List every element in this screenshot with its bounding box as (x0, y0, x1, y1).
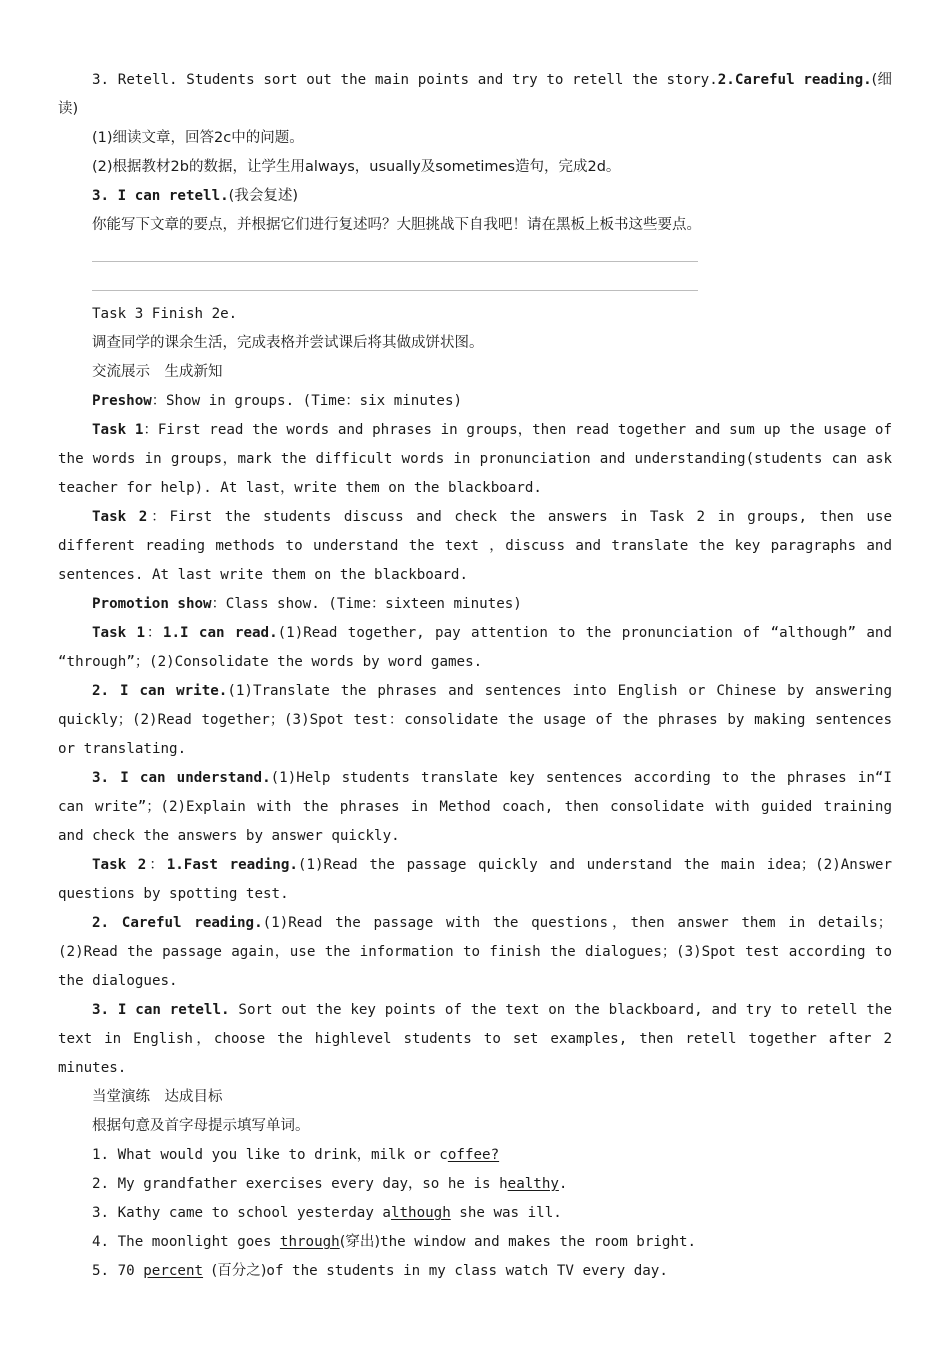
exercise-instructions: 根据句意及首字母提示填写单词。 (92, 1118, 310, 1134)
promotion-task-2: Task 2：1.Fast reading.(1)Read the passage quickly and understand the main idea；(2)Answer questions by spotting test. (58, 857, 892, 902)
section-heading-exchange: 交流展示 生成新知 (92, 364, 223, 380)
preshow: Preshow：Show in groups. (Time：six minutes) (92, 393, 463, 409)
exercise-4: 4. The moonlight goes through(穿出)the window and makes the room bright. (92, 1234, 697, 1250)
exercise-5: 5. 70 percent (百分之)of the students in my class watch TV every day. (92, 1263, 668, 1279)
paragraph-2: (1)细读文章，回答2c中的问题。 (92, 130, 304, 146)
paragraph-7: 调查同学的课余生活，完成表格并尝试课后将其做成饼状图。 (92, 335, 484, 351)
task-3-heading: Task 3 Finish 2e. (92, 306, 238, 322)
i-can-retell: 3. I can retell. Sort out the key points of the text on the blackboard, and try to retell the text in English，choose the highlevel students to set examples, then retell together after 2 minutes. (58, 1002, 893, 1076)
paragraph-1: 3. Retell. Students sort out the main points and try to retell the story.2.Careful reading.(细读) (58, 72, 892, 117)
i-can-write: 2. I can write.(1)Translate the phrases and sentences into English or Chinese by answering quickly；(2)Read together；(3)Spot test：consolidate the usage of the phrases by making sentences or translating. (58, 683, 893, 757)
document-page (58, 66, 892, 1286)
preshow-task-2: Task 2：First the students discuss and check the answers in Task 2 in groups, then use different reading methods to understand the text ，discuss and translate the key paragraphs and sentences. At last write them on the blackboard. (58, 509, 893, 583)
section-heading-practice: 当堂演练 达成目标 (92, 1089, 223, 1105)
i-can-understand: 3. I can understand.(1)Help students translate key sentences according to the phrases in“I can write”；(2)Explain with the phrases in Method coach, then consolidate with guided training and check the answers by answer quickly. (58, 770, 892, 844)
promotion-task-1: Task 1：1.I can read.(1)Read together, pay attention to the pronunciation of “although” and “through”；(2)Consolidate the words by word games. (58, 625, 892, 670)
answer-blank: through (279, 1234, 340, 1250)
answer-blank: percent (143, 1263, 204, 1279)
paragraph-4: 3. I can retell.(我会复述) (92, 188, 298, 204)
promotion-show: Promotion show：Class show. (Time：sixteen minutes) (92, 596, 522, 612)
answer-blank: lthough (390, 1205, 451, 1221)
careful-reading: 2. Careful reading.(1)Read the passage with the questions，then answer them in details；(2)Read the passage again，use the information to finish the dialogues；(3)Spot test according to the dialogues. (58, 915, 892, 989)
answer-blank: ealthy (507, 1176, 559, 1192)
answer-blank: offee? (447, 1147, 500, 1163)
paragraph-5: 你能写下文章的要点，并根据它们进行复述吗？大胆挑战下自我吧！请在黑板上板书这些要点。 (92, 217, 701, 233)
exercise-2: 2. My grandfather exercises every day，so he is healthy. (92, 1176, 568, 1192)
paragraph-3: (2)根据教材2b的数据，让学生用always，usually及sometimes造句，完成2d。 (92, 159, 621, 175)
exercise-3: 3. Kathy came to school yesterday although she was ill. (92, 1205, 562, 1221)
preshow-task-1: Task 1：First read the words and phrases in groups，then read together and sum up the usage of the words in groups，mark the difficult words in pronunciation and understanding(students can ask teacher for help). At last，write them on the blackboard. (58, 422, 893, 496)
exercise-1: 1. What would you like to drink，milk or coffee? (92, 1147, 500, 1163)
